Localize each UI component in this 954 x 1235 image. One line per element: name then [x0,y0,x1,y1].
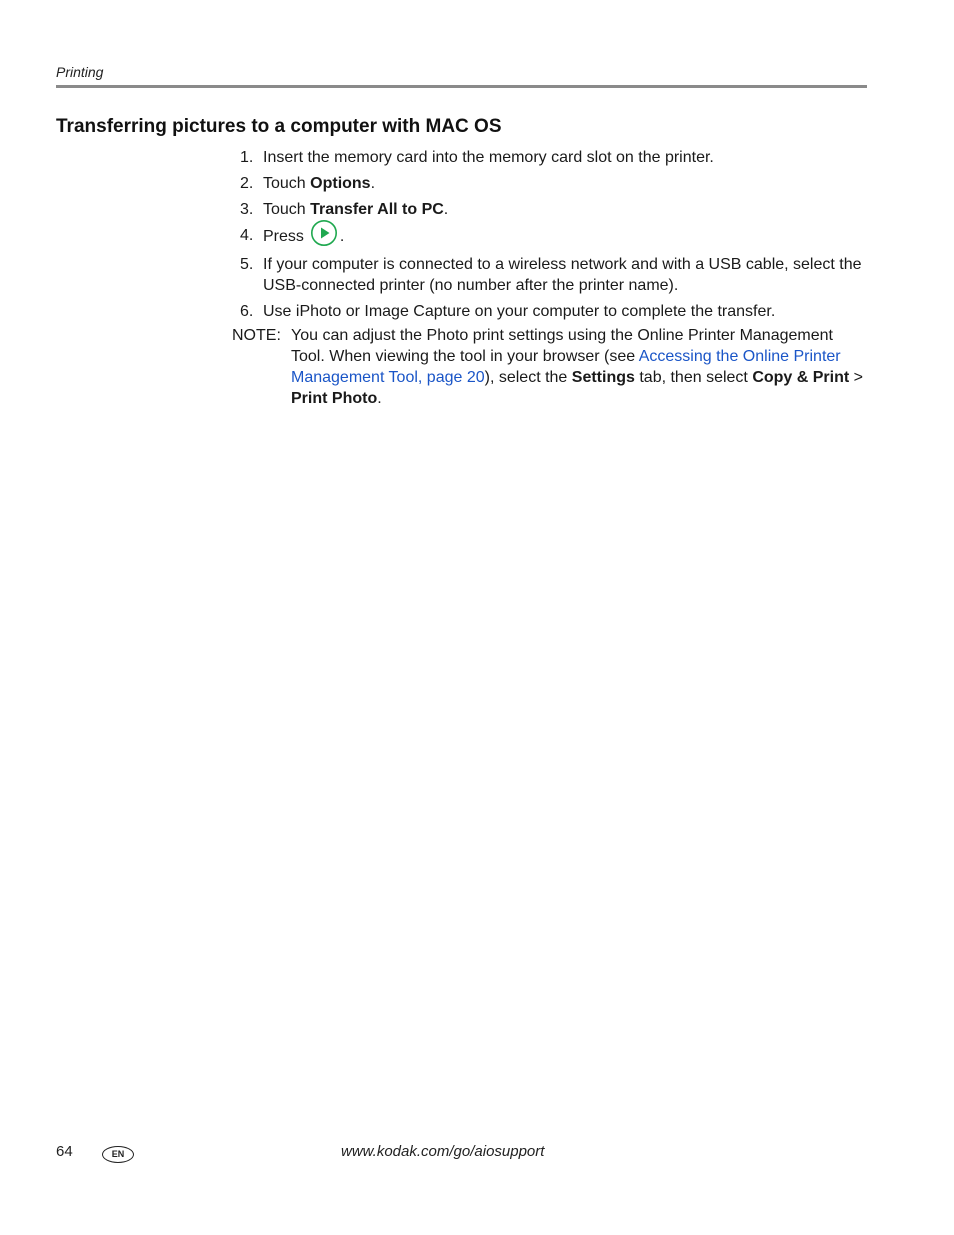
step-number: 3. [240,201,254,218]
steps-list [238,147,868,327]
settings-label: Settings [571,369,635,386]
step-text: Use iPhoto or Image Capture on your computer to complete the transfer. [263,303,776,320]
page-number: 64 [56,1143,73,1160]
options-label: Options [310,175,371,192]
step-punct: . [370,175,376,192]
step-text: Touch [263,175,311,192]
note-text: . [377,390,382,407]
running-head: Printing [56,64,104,80]
list-item [238,254,868,296]
step-number: 2. [240,175,254,192]
step-punct: . [443,201,449,218]
footer-url: www.kodak.com/go/aiosupport [341,1143,545,1160]
step-punct: . [339,228,345,246]
step-number: 1. [240,149,254,166]
copy-print-label: Copy & Print [752,369,850,386]
step-number: 4. [240,227,254,244]
list-item [238,173,868,194]
print-photo-label: Print Photo [291,390,378,407]
list-item [238,199,868,220]
step-text: Press [263,228,304,246]
play-button-icon [310,219,338,253]
note-block [232,325,872,409]
list-item [238,301,868,322]
list-item [238,225,868,249]
step-number: 5. [240,256,254,273]
step-text: Touch [263,201,311,218]
step-text: Insert the memory card into the memory card slot on the printer. [263,149,714,166]
note-text: ), select the [484,369,572,386]
header-rule [56,85,867,88]
step-text: If your computer is connected to a wireless network and with a USB cable, select the USB-connected printer (no number after the printer name). [263,256,862,294]
note-text: > [849,369,863,386]
transfer-all-label: Transfer All to PC [310,201,444,218]
note-text: You can adjust the Photo print settings using the Online Printer Management Tool. When viewing the tool in your browser (see [291,327,833,365]
section-title: Transferring pictures to a computer with MAC OS [56,116,502,137]
step-number: 6. [240,303,254,320]
list-item [238,147,868,168]
accessing-tool-link[interactable]: Accessing the Online Printer Management Tool, page 20 [291,348,841,386]
note-label: NOTE: [232,327,281,344]
note-text: tab, then select [634,369,753,386]
note-body [291,325,869,409]
language-badge: EN [102,1146,134,1163]
